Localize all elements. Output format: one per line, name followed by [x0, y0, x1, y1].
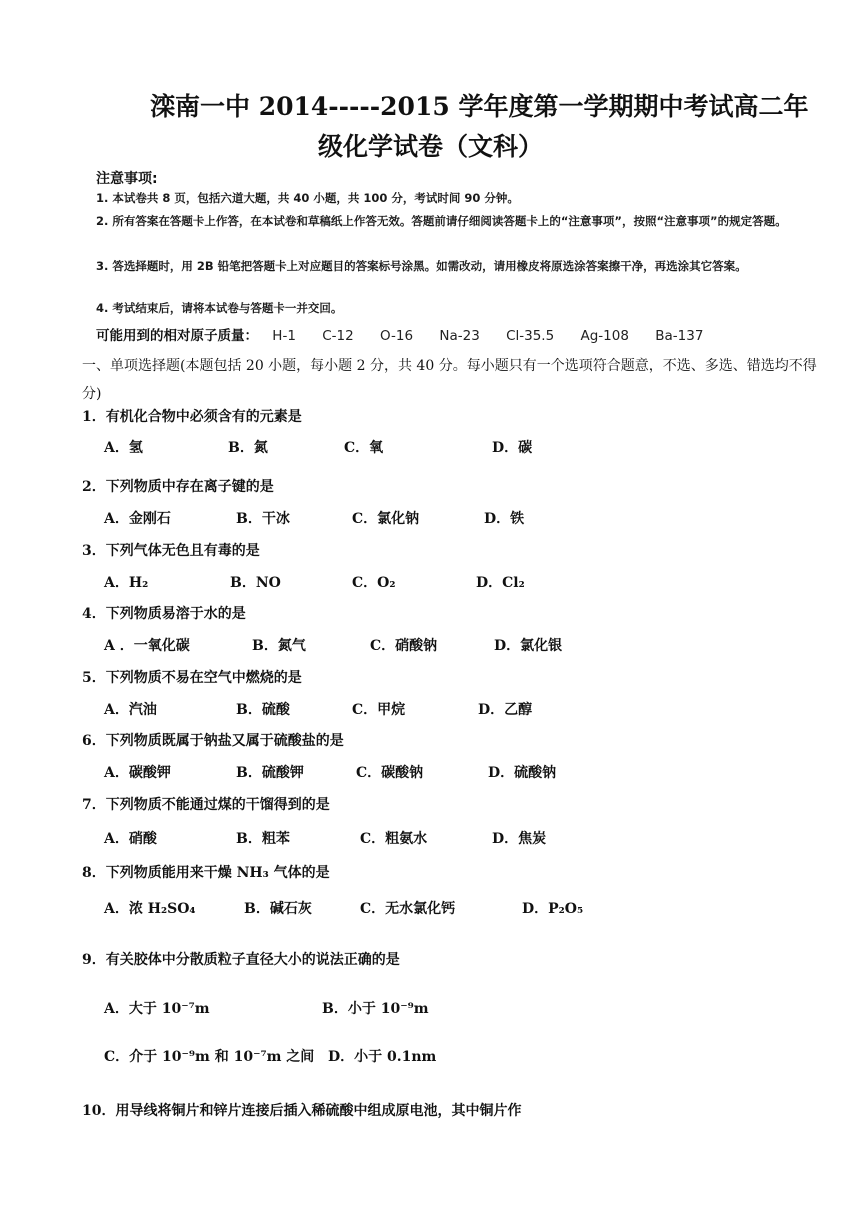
option-c: C．氧 [344, 440, 384, 456]
notice-item-2: 2. 所有答案在答题卡上作答，在本试卷和草稿纸上作答无效。答题前请仔细阅读答题卡上的“注意事项”，按照“注意事项”的规定答题。 [96, 214, 787, 228]
option-b: B．小于 10⁻⁹m [322, 1001, 429, 1017]
option-c: C．甲烷 [352, 702, 406, 718]
atomic-mass-c: C-12 [322, 328, 354, 344]
option-d: D．铁 [484, 511, 525, 527]
option-c: C．氯化钠 [352, 511, 420, 527]
option-b: B．氮 [228, 440, 268, 456]
option-d: D．硫酸钠 [488, 765, 557, 781]
atomic-masses [96, 324, 725, 344]
section-heading: 一、单项选择题(本题包括 20 小题，每小题 2 分，共 40 分。每小题只有一个选项符合题意，不选、多选、错选均不得分) [82, 358, 817, 402]
notice-item-4: 4. 考试结束后，请将本试卷与答题卡一并交回。 [96, 301, 343, 315]
question-stem: 10．用导线将铜片和锌片连接后插入稀硫酸中组成原电池，其中铜片作 [82, 1103, 522, 1119]
option-a: A．金刚石 [104, 511, 171, 527]
option-c: C．O₂ [352, 575, 396, 591]
option-a: A ．一氧化碳 [104, 638, 190, 654]
option-b: B．碱石灰 [244, 901, 312, 917]
atomic-mass-na: Na-23 [439, 328, 480, 344]
option-c: C．粗氨水 [360, 831, 428, 847]
atomic-mass-ba: Ba-137 [655, 328, 704, 344]
question-stem: 8．下列物质能用来干燥 NH₃ 气体的是 [82, 865, 330, 881]
option-b: B．干冰 [236, 511, 290, 527]
option-b: B．硫酸 [236, 702, 290, 718]
option-b: B．NO [230, 575, 281, 591]
atomic-mass-cl: Cl-35.5 [506, 328, 555, 344]
atomic-mass-o: O-16 [380, 328, 414, 344]
exam-title-line1: 滦南一中 2014-----2015 学年度第一学期期中考试高二年 [150, 92, 809, 121]
question-stem: 4．下列物质易溶于水的是 [82, 606, 246, 622]
question-stem: 5．下列物质不易在空气中燃烧的是 [82, 670, 302, 686]
option-b: B．粗苯 [236, 831, 290, 847]
question-stem: 3．下列气体无色且有毒的是 [82, 543, 260, 559]
option-a: A．浓 H₂SO₄ [104, 901, 196, 917]
option-c: C．介于 10⁻⁹m 和 10⁻⁷m 之间 [104, 1049, 315, 1065]
notice-item-1: 1. 本试卷共 8 页，包括六道大题，共 40 小题，共 100 分，考试时间 90 分钟。 [96, 191, 519, 205]
notice-heading: 注意事项: [96, 171, 158, 187]
option-a: A．大于 10⁻⁷m [104, 1001, 210, 1017]
option-c: C．碳酸钠 [356, 765, 424, 781]
question-stem: 7．下列物质不能通过煤的干馏得到的是 [82, 797, 330, 813]
option-d: D．小于 0.1nm [328, 1049, 437, 1065]
option-a: A．H₂ [104, 575, 149, 591]
notice-item-3: 3. 答选择题时，用 2B 铅笔把答题卡上对应题目的答案标号涂黑。如需改动，请用橡皮将原选涂答案擦干净，再选涂其它答案。 [96, 259, 747, 273]
option-d: D．焦炭 [492, 831, 547, 847]
option-b: B．氮气 [252, 638, 306, 654]
question-stem: 6．下列物质既属于钠盐又属于硫酸盐的是 [82, 733, 344, 749]
atomic-masses-label: 可能用到的相对原子质量： [96, 328, 258, 344]
option-d: D．Cl₂ [476, 575, 525, 591]
option-d: D．乙醇 [478, 702, 533, 718]
exam-title-line2: 级化学试卷（文科） [318, 132, 544, 161]
option-d: D．碳 [492, 440, 533, 456]
option-a: A．碳酸钾 [104, 765, 171, 781]
atomic-mass-h: H-1 [272, 328, 296, 344]
question-stem: 2．下列物质中存在离子键的是 [82, 479, 274, 495]
option-a: A．氢 [104, 440, 143, 456]
option-a: A．汽油 [104, 702, 157, 718]
question-stem: 9．有关胶体中分散质粒子直径大小的说法正确的是 [82, 952, 400, 968]
atomic-mass-ag: Ag-108 [580, 328, 629, 344]
option-d: D．氯化银 [494, 638, 563, 654]
option-b: B．硫酸钾 [236, 765, 304, 781]
option-d: D．P₂O₅ [522, 901, 584, 917]
question-stem: 1．有机化合物中必须含有的元素是 [82, 409, 302, 425]
option-a: A．硝酸 [104, 831, 157, 847]
option-c: C．无水氯化钙 [360, 901, 456, 917]
option-c: C．硝酸钠 [370, 638, 438, 654]
